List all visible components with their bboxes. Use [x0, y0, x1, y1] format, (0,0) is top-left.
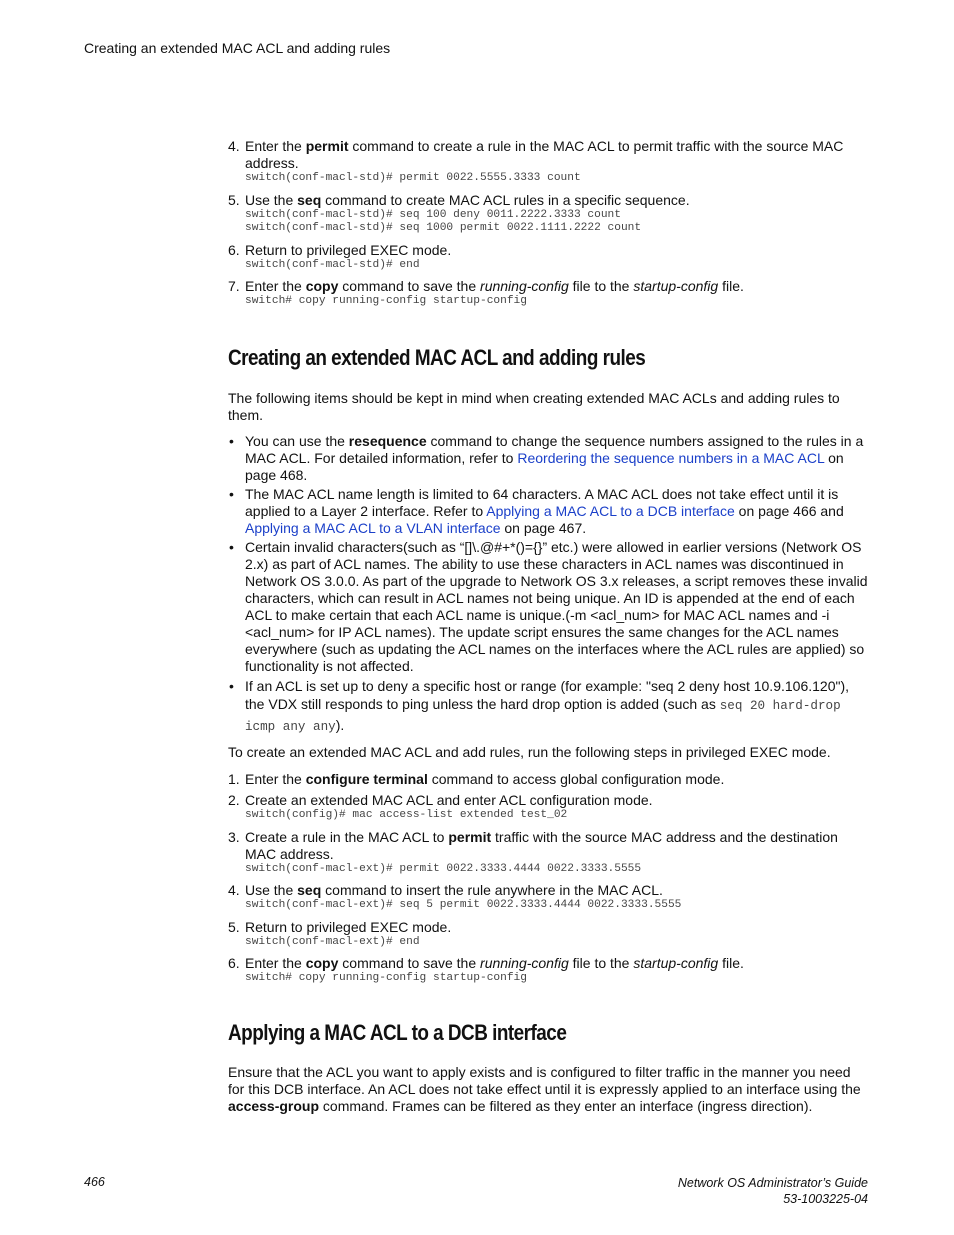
- code-example: switch(conf-macl-std)# permit 0022.5555.3333 count: [245, 172, 581, 184]
- code-example: switch# copy running-config startup-config: [245, 972, 527, 984]
- footer-doc-info: [678, 1175, 868, 1207]
- step-list-extended: [228, 771, 868, 986]
- section-heading: Applying a MAC ACL to a DCB interface: [228, 1019, 567, 1045]
- code-example: switch(conf-macl-ext)# seq 5 permit 0022.3333.4444 0022.3333.5555: [245, 899, 682, 911]
- command-name: seq: [297, 191, 322, 208]
- step-item: 7. Enter the copy command to save the running-config file to the startup-config file.: [228, 278, 744, 294]
- list-item: • The MAC ACL name length is limited to 64 characters. A MAC ACL does not take effect until it is applied to a Layer 2 interface. Refer to Applying a MAC ACL to a DCB interface on page 466 and Applying a MAC ACL to a VLAN interface on page 467.: [229, 485, 844, 536]
- bullet-list: [228, 433, 868, 737]
- command-name: copy: [305, 955, 339, 971]
- inline-code: icmp any any: [245, 719, 336, 734]
- list-item: • If an ACL is set up to deny a specific host or range (for example: "seq 2 deny host 10.9.106.120"), the VDX still responds to ping unless the hard drop option is added (such as seq 20 hard-drop icmp any any).: [229, 677, 849, 734]
- step-list-standard: [228, 138, 868, 309]
- intro-paragraph: The following items should be kept in mind when creating extended MAC ACLs and adding rules to them.: [228, 389, 840, 423]
- command-name: permit: [448, 828, 492, 845]
- code-example: switch(conf-macl-ext)# end: [245, 935, 420, 948]
- main-content: [228, 138, 868, 1115]
- cross-reference-link[interactable]: Applying a MAC ACL to a DCB interface: [486, 502, 735, 519]
- code-example: switch(config)# mac access-list extended test_02: [245, 809, 568, 821]
- page-number: 466: [84, 1175, 105, 1189]
- list-item: • You can use the resequence command to change the sequence numbers assigned to the rules in a MAC ACL. For detailed information, refer to Reordering the sequence numbers in a MAC ACL on page 468.: [229, 432, 864, 483]
- doc-number: 53-1003225-04: [783, 1192, 868, 1206]
- inline-code: seq 20 hard-drop: [719, 699, 841, 713]
- running-header: Creating an extended MAC ACL and adding rules: [84, 40, 391, 56]
- step-item: 4. Enter the permit command to create a rule in the MAC ACL to permit traffic with the source MAC address.: [228, 138, 844, 171]
- code-example: switch(conf-macl-std)# end: [245, 258, 420, 271]
- command-name: seq: [297, 882, 322, 898]
- cross-reference-link[interactable]: Reordering the sequence numbers in a MAC ACL: [517, 449, 825, 466]
- code-example: switch(conf-macl-std)# seq 100 deny 0011.2222.3333 count switch(conf-macl-std)# seq 1000 permit 0022.1111.2222 count: [245, 208, 642, 234]
- command-name: access-group: [228, 1097, 320, 1114]
- step-item: 5. Return to privileged EXEC mode.: [228, 918, 452, 935]
- step-item: 6. Enter the copy command to save the running-config file to the startup-config file.: [228, 955, 744, 971]
- command-name: configure terminal: [305, 771, 428, 787]
- step-item: 2. Create an extended MAC ACL and enter ACL configuration mode.: [228, 792, 653, 808]
- cross-reference-link[interactable]: Applying a MAC ACL to a VLAN interface: [245, 519, 501, 536]
- step-item: 6. Return to privileged EXEC mode.: [228, 241, 452, 258]
- section-heading: Creating an extended MAC ACL and adding rules: [228, 344, 646, 370]
- command-name: permit: [305, 138, 349, 154]
- list-item: • Certain invalid characters(such as “[]\.@#+*()={}” etc.) were allowed in earlier versions (Network OS 2.x) as part of ACL names. The ability to use these characters in ACL names was discontinued in Network OS 3.0.0. As part of the upgrade to Network OS 3.x releases, a script removes these invalid characters, which can result in ACL names not being unique. An ID is appended at the end of each ACL to make certain that each ACL name is unique.(-m <acl_num> for MAC ACL names and -i <acl_num> for IP ACL names). The update script ensures the same changes for the ACL names everywhere (such as updating the ACL names on the interfaces where the ACL rules are applied) so functionality is not affected.: [229, 538, 868, 674]
- command-name: resequence: [348, 432, 427, 449]
- guide-title: Network OS Administrator’s Guide: [677, 1176, 868, 1190]
- section-paragraph: Ensure that the ACL you want to apply exists and is configured to filter traffic in the manner you need for this DCB interface. An ACL does not take effect until it is expressly applied to an interface using the access-group command. Frames can be filtered as they enter an interface (ingress direction).: [228, 1063, 861, 1114]
- code-example: switch# copy running-config startup-config: [245, 295, 527, 307]
- code-example: switch(conf-macl-ext)# permit 0022.3333.4444 0022.3333.5555: [245, 862, 642, 875]
- step-item: 3. Create a rule in the MAC ACL to permit traffic with the source MAC address and the destination MAC address.: [228, 828, 838, 862]
- step-item: 5. Use the seq command to create MAC ACL rules in a specific sequence.: [228, 191, 690, 208]
- step-item: 4. Use the seq command to insert the rule anywhere in the MAC ACL.: [228, 882, 663, 898]
- steps-intro: To create an extended MAC ACL and add rules, run the following steps in privileged EXEC mode.: [228, 744, 831, 760]
- command-name: copy: [305, 278, 339, 294]
- step-item: 1. Enter the configure terminal command to access global configuration mode.: [228, 771, 725, 787]
